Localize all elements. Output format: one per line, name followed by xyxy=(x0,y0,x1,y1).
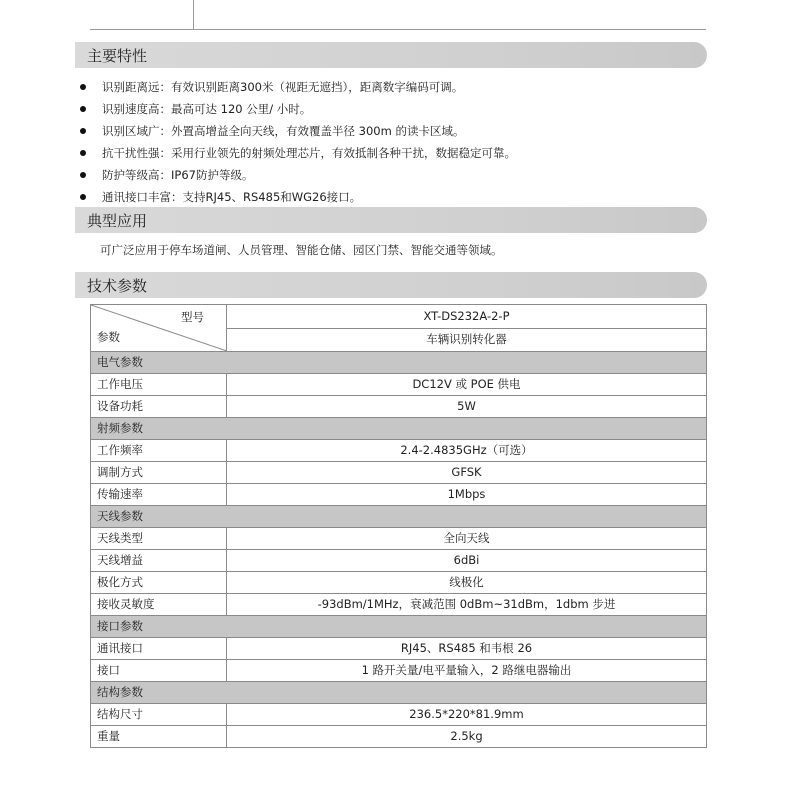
spec-row xyxy=(91,462,707,484)
spec-group-row xyxy=(91,682,707,704)
spec-group-title: 天线参数 xyxy=(91,506,707,528)
top-table-fragment xyxy=(90,0,706,30)
spec-row xyxy=(91,484,707,506)
spec-label: 设备功耗 xyxy=(91,396,227,418)
spec-label: 工作频率 xyxy=(91,440,227,462)
spec-row xyxy=(91,594,707,616)
spec-label: 天线类型 xyxy=(91,528,227,550)
feature-item xyxy=(80,164,516,186)
spec-label: 工作电压 xyxy=(91,374,227,396)
feature-item xyxy=(80,186,516,208)
spec-label: 结构尺寸 xyxy=(91,704,227,726)
spec-value: GFSK xyxy=(227,462,707,484)
header-param-label: 参数 xyxy=(97,330,120,344)
spec-row xyxy=(91,550,707,572)
spec-value: 5W xyxy=(227,396,707,418)
feature-item xyxy=(80,120,516,142)
spec-row xyxy=(91,660,707,682)
spec-row xyxy=(91,374,707,396)
spec-value: 2.5kg xyxy=(227,726,707,748)
spec-label: 调制方式 xyxy=(91,462,227,484)
feature-text: 抗干扰性强：采用行业领先的射频处理芯片，有效抵制各种干扰，数据稳定可靠。 xyxy=(102,146,516,160)
feature-item xyxy=(80,98,516,120)
bullet-icon xyxy=(80,106,86,112)
spec-row xyxy=(91,396,707,418)
features-section-header xyxy=(75,42,707,68)
spec-label: 传输速率 xyxy=(91,484,227,506)
features-list xyxy=(80,76,516,208)
spec-label: 极化方式 xyxy=(91,572,227,594)
feature-text: 识别距离远：有效识别距离300米（视距无遮挡），距离数字编码可调。 xyxy=(102,80,464,94)
spec-value: 1 路开关量/电平量输入，2 路继电器输出 xyxy=(227,660,707,682)
spec-label: 接收灵敏度 xyxy=(91,594,227,616)
spec-label: 接口 xyxy=(91,660,227,682)
feature-text: 识别区域广：外置高增益全向天线，有效覆盖半径 300m 的读卡区域。 xyxy=(102,124,465,138)
model-number: XT-DS232A-2-P xyxy=(227,305,707,329)
bullet-icon xyxy=(80,84,86,90)
specs-section-header xyxy=(75,272,707,298)
bullet-icon xyxy=(80,194,86,200)
spec-label: 重量 xyxy=(91,726,227,748)
spec-header-diagonal-cell xyxy=(91,305,227,352)
spec-value: 1Mbps xyxy=(227,484,707,506)
feature-text: 通讯接口丰富：支持RJ45、RS485和WG26接口。 xyxy=(102,190,362,204)
spec-group-title: 电气参数 xyxy=(91,352,707,374)
spec-value: DC12V 或 POE 供电 xyxy=(227,374,707,396)
spec-row xyxy=(91,440,707,462)
top-divider-vertical xyxy=(193,0,194,30)
spec-table xyxy=(90,304,707,748)
product-name: 车辆识别转化器 xyxy=(227,328,707,352)
spec-row xyxy=(91,726,707,748)
feature-text: 防护等级高：IP67防护等级。 xyxy=(102,168,254,182)
feature-item xyxy=(80,142,516,164)
bullet-icon xyxy=(80,172,86,178)
feature-item xyxy=(80,76,516,98)
spec-group-title: 接口参数 xyxy=(91,616,707,638)
spec-value: 全向天线 xyxy=(227,528,707,550)
spec-value: 6dBi xyxy=(227,550,707,572)
spec-value: 236.5*220*81.9mm xyxy=(227,704,707,726)
spec-group-row xyxy=(91,418,707,440)
applications-section-header xyxy=(75,207,707,233)
spec-row xyxy=(91,572,707,594)
spec-value: RJ45、RS485 和韦根 26 xyxy=(227,638,707,660)
bullet-icon xyxy=(80,128,86,134)
spec-label: 通讯接口 xyxy=(91,638,227,660)
applications-section-title: 典型应用 xyxy=(87,212,148,230)
header-model-label: 型号 xyxy=(181,310,204,324)
bullet-icon xyxy=(80,150,86,156)
spec-group-row xyxy=(91,506,707,528)
spec-row xyxy=(91,638,707,660)
feature-text: 识别速度高：最高可达 120 公里/ 小时。 xyxy=(102,102,312,116)
features-section-title: 主要特性 xyxy=(87,47,148,65)
spec-value: 2.4-2.4835GHz（可选） xyxy=(227,440,707,462)
applications-text: 可广泛应用于停车场道闸、人员管理、智能仓储、园区门禁、智能交通等领域。 xyxy=(100,243,503,257)
spec-header-row xyxy=(91,305,707,329)
spec-group-row xyxy=(91,352,707,374)
spec-group-row xyxy=(91,616,707,638)
spec-value: -93dBm/1MHz，衰减范围 0dBm~31dBm，1dbm 步进 xyxy=(227,594,707,616)
spec-group-title: 射频参数 xyxy=(91,418,707,440)
top-divider-horizontal xyxy=(90,29,706,30)
specs-section-title: 技术参数 xyxy=(87,277,148,295)
spec-row xyxy=(91,704,707,726)
spec-row xyxy=(91,528,707,550)
spec-group-title: 结构参数 xyxy=(91,682,707,704)
spec-label: 天线增益 xyxy=(91,550,227,572)
spec-value: 线极化 xyxy=(227,572,707,594)
